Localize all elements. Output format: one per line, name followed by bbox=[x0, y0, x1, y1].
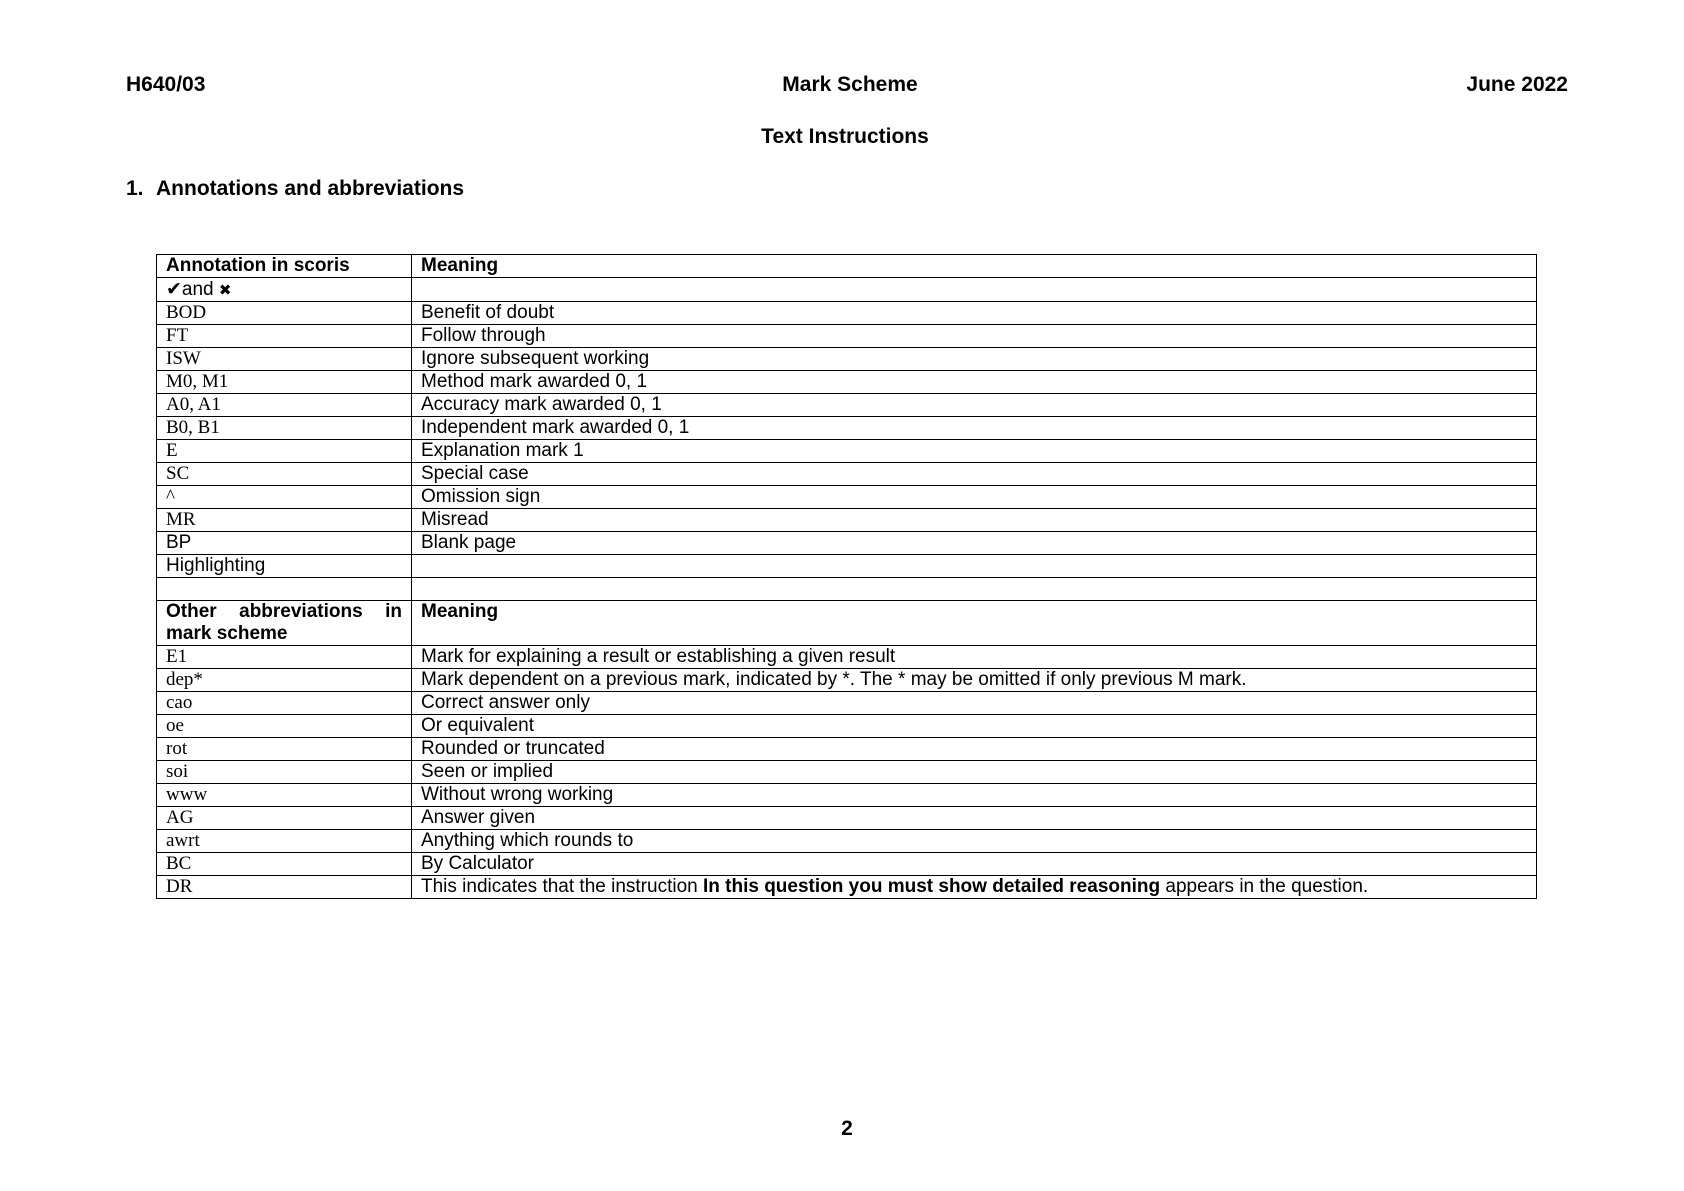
annotation-meaning: Accuracy mark awarded 0, 1 bbox=[412, 394, 1537, 417]
annotation-row bbox=[157, 371, 1537, 394]
abbreviation-meaning: Mark dependent on a previous mark, indicated by *. The * may be omitted if only previous M mark. bbox=[412, 669, 1537, 692]
annotation-row bbox=[157, 348, 1537, 371]
abbreviation-row bbox=[157, 830, 1537, 853]
annotation-code: MR bbox=[157, 509, 412, 532]
empty-cell bbox=[412, 278, 1537, 302]
section-title: Annotations and abbreviations bbox=[156, 177, 465, 200]
tick-cross-cell bbox=[157, 278, 412, 302]
abbreviation-row bbox=[157, 692, 1537, 715]
abbreviation-meaning: Anything which rounds to bbox=[412, 830, 1537, 853]
annotation-row bbox=[157, 394, 1537, 417]
abbreviation-row bbox=[157, 646, 1537, 669]
dr-text: This indicates that the instruction bbox=[421, 876, 703, 897]
annotation-meaning: Explanation mark 1 bbox=[412, 440, 1537, 463]
abbreviation-code: www bbox=[157, 784, 412, 807]
abbreviation-code: DR bbox=[157, 876, 412, 899]
tick-icon: ✔ bbox=[166, 278, 182, 300]
annotation-code: B0, B1 bbox=[157, 417, 412, 440]
abbreviation-code: awrt bbox=[157, 830, 412, 853]
annotation-meaning: Ignore subsequent working bbox=[412, 348, 1537, 371]
cross-icon: ✖ bbox=[218, 281, 232, 299]
annotation-meaning: Blank page bbox=[412, 532, 1537, 555]
abbreviations-header-row bbox=[157, 601, 1537, 646]
header-cell: Annotation in scoris bbox=[157, 255, 412, 278]
annotation-code: M0, M1 bbox=[157, 371, 412, 394]
annotation-meaning: Follow through bbox=[412, 325, 1537, 348]
empty-cell bbox=[412, 555, 1537, 578]
abbreviation-meaning: Mark for explaining a result or establishing a given result bbox=[412, 646, 1537, 669]
annotation-code: ^ bbox=[157, 486, 412, 509]
annotation-code: BOD bbox=[157, 302, 412, 325]
dr-bold-text: In this question you must show detailed reasoning bbox=[702, 876, 1161, 897]
abbreviation-code: rot bbox=[157, 738, 412, 761]
annotation-code: E bbox=[157, 440, 412, 463]
page-subtitle: Text Instructions bbox=[761, 125, 929, 148]
abbreviation-code: soi bbox=[157, 761, 412, 784]
abbreviation-meaning bbox=[412, 876, 1537, 899]
abbreviation-row bbox=[157, 876, 1537, 899]
abbreviation-row bbox=[157, 761, 1537, 784]
dr-text: appears in the question. bbox=[1160, 876, 1369, 897]
annotation-row bbox=[157, 302, 1537, 325]
annotation-code: ISW bbox=[157, 348, 412, 371]
document-code: H640/03 bbox=[126, 73, 206, 96]
annotation-code: FT bbox=[157, 325, 412, 348]
abbreviation-meaning: Without wrong working bbox=[412, 784, 1537, 807]
abbreviation-code: oe bbox=[157, 715, 412, 738]
abbreviation-code: E1 bbox=[157, 646, 412, 669]
abbreviation-meaning: By Calculator bbox=[412, 853, 1537, 876]
header-cell: Meaning bbox=[412, 255, 1537, 278]
annotation-row bbox=[157, 417, 1537, 440]
annotation-code: BP bbox=[157, 532, 412, 555]
abbreviation-code: AG bbox=[157, 807, 412, 830]
abbreviation-row bbox=[157, 807, 1537, 830]
annotation-meaning: Special case bbox=[412, 463, 1537, 486]
annotation-row bbox=[157, 440, 1537, 463]
document-date: June 2022 bbox=[1466, 73, 1568, 96]
annotation-row bbox=[157, 325, 1537, 348]
annotation-code: SC bbox=[157, 463, 412, 486]
abbreviation-meaning: Or equivalent bbox=[412, 715, 1537, 738]
annotation-meaning: Omission sign bbox=[412, 486, 1537, 509]
abbreviation-row bbox=[157, 738, 1537, 761]
tick-cross-row bbox=[157, 278, 1537, 302]
annotation-meaning: Misread bbox=[412, 509, 1537, 532]
annotation-row bbox=[157, 532, 1537, 555]
annotation-row bbox=[157, 486, 1537, 509]
spacer-row bbox=[157, 578, 1537, 601]
abbreviation-code: cao bbox=[157, 692, 412, 715]
abbreviation-meaning: Correct answer only bbox=[412, 692, 1537, 715]
abbreviation-meaning: Seen or implied bbox=[412, 761, 1537, 784]
annotation-row bbox=[157, 509, 1537, 532]
annotation-meaning: Independent mark awarded 0, 1 bbox=[412, 417, 1537, 440]
empty-cell bbox=[157, 578, 412, 601]
abbreviation-meaning: Rounded or truncated bbox=[412, 738, 1537, 761]
abbreviation-row bbox=[157, 715, 1537, 738]
tick-cross-and: and bbox=[181, 279, 214, 300]
section-heading bbox=[126, 177, 464, 201]
empty-cell bbox=[412, 578, 1537, 601]
header-cell: Other abbreviations in mark scheme bbox=[157, 601, 412, 646]
header-cell: Meaning bbox=[412, 601, 1537, 646]
annotation-code: Highlighting bbox=[157, 555, 412, 578]
abbreviation-row bbox=[157, 669, 1537, 692]
highlighting-row bbox=[157, 555, 1537, 578]
annotation-meaning: Method mark awarded 0, 1 bbox=[412, 371, 1537, 394]
abbreviation-row bbox=[157, 784, 1537, 807]
abbreviation-row bbox=[157, 853, 1537, 876]
annotation-code: A0, A1 bbox=[157, 394, 412, 417]
abbreviation-code: dep* bbox=[157, 669, 412, 692]
annotation-row bbox=[157, 463, 1537, 486]
annotations-table bbox=[156, 254, 1537, 899]
document-title: Mark Scheme bbox=[782, 73, 918, 96]
page-number: 2 bbox=[841, 1117, 853, 1140]
abbreviation-meaning: Answer given bbox=[412, 807, 1537, 830]
annotation-meaning: Benefit of doubt bbox=[412, 302, 1537, 325]
abbreviation-code: BC bbox=[157, 853, 412, 876]
section-number: 1. bbox=[126, 177, 144, 200]
annotations-header-row bbox=[157, 255, 1537, 278]
